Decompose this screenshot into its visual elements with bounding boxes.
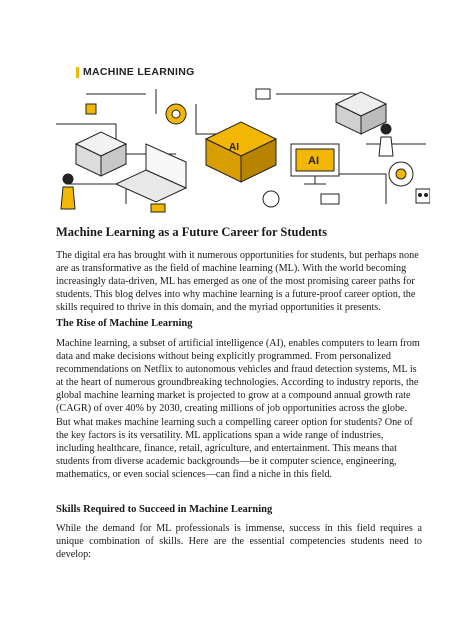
hero-illustration (56, 84, 430, 214)
hero-screen-text: AI (308, 155, 319, 167)
rise-paragraph-1: Machine learning, a subset of artificial intelligence (AI), enables computers to learn from data and make decisions without being explicitly programmed. From personalized recommendations on Netflix to autonomous vehicles and fraud detection systems, ML is at the heart of numerous groundbreaking technologies. According to industry reports, the global machine learning market is projected to grow at a compound annual growth rate (CAGR) of over 40% by 2030, creating millions of job opportunities across the globe. (56, 338, 420, 414)
section-heading-rise: The Rise of Machine Learning (56, 318, 193, 329)
section-heading-skills: Skills Required to Succeed in Machine Learning (56, 504, 273, 515)
section-banner (76, 66, 195, 78)
skills-paragraph-1: While the demand for ML professionals is immense, success in this field requires a unique combination of skills. Here are the essential competencies students need to develop: (56, 523, 422, 560)
hero-chip-text: AI (229, 142, 239, 153)
rise-paragraph-2: But what makes machine learning such a compelling career option for students? One of the key factors is its versatility. ML applications span a wide range of industries, including healthcare, finance, retail, agriculture, and entertainment. This means that students from diverse academic backgrounds—be it computer science, engineering, mathematics, or even social sciences—can find a niche in this field. (56, 417, 413, 480)
article-title: Machine Learning as a Future Career for Students (56, 225, 327, 239)
banner-label: MACHINE LEARNING (83, 66, 195, 78)
intro-paragraph: The digital era has brought with it numerous opportunities for students, but perhaps none are as transformative as the field of machine learning (ML). With the world becoming increasingly data-driven, ML has emerged as one of the most promising career paths for students. This blog delves into why machine learning is a future-proof career option, the skills required to thrive in this domain, and the myriad opportunities it presents. (56, 250, 419, 313)
banner-accent-bar (76, 67, 79, 78)
